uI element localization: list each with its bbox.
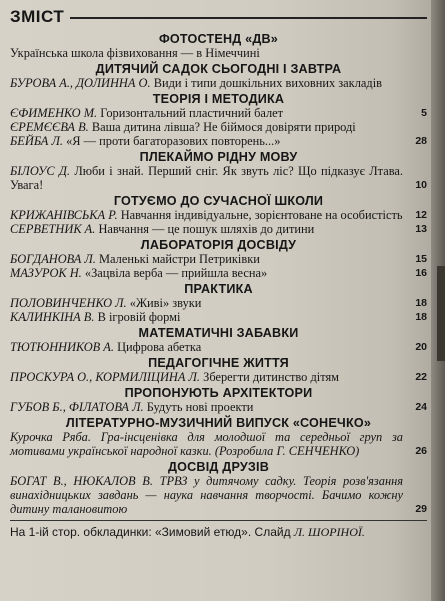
entry-title: Горизонтальний пластичний балет bbox=[100, 106, 284, 120]
section-title: ГОТУЄМО ДО СУЧАСНОЇ ШКОЛИ bbox=[113, 194, 324, 208]
footer-rule bbox=[10, 520, 427, 521]
toc-entry[interactable] bbox=[10, 76, 427, 90]
entry-title: «Я — проти багаторазових повторень...» bbox=[66, 134, 281, 148]
entry-author: ЄРЕМЄЄВА В. bbox=[10, 120, 89, 134]
section-title: МАТЕМАТИЧНІ ЗАБАВКИ bbox=[138, 326, 299, 340]
toc-entry[interactable] bbox=[10, 370, 427, 384]
entry-title: Навчання — це пошук шляхів до дитини bbox=[98, 222, 315, 236]
entry-page-number: 16 bbox=[415, 267, 427, 279]
entry-page-number: 28 bbox=[415, 135, 427, 147]
toc-entry[interactable] bbox=[10, 430, 427, 458]
entry-page-number: 13 bbox=[415, 223, 427, 235]
entry-page-number: 10 bbox=[415, 179, 427, 191]
entry-title: Люби і знай. Перший сніг. Як звуть ліс? Що підказує Лтава. Увага! bbox=[10, 164, 403, 192]
entry-author: МАЗУРОК Н. bbox=[10, 266, 82, 280]
entry-page-number: 20 bbox=[415, 341, 427, 353]
section-title: ПЛЕКАЙМО РІДНУ МОВУ bbox=[139, 150, 298, 164]
entry-author: БОГАТ В., НЮКАЛОВ В. bbox=[10, 474, 153, 488]
section-title: ПРОПОНУЮТЬ АРХІТЕКТОРИ bbox=[124, 386, 313, 400]
toc bbox=[10, 32, 427, 516]
entry-author: ПРОСКУРА О., КОРМИЛІЦИНА Л. bbox=[10, 370, 200, 384]
contents-header bbox=[10, 4, 427, 30]
entry-title: Зберегти дитинство дітям bbox=[203, 370, 340, 384]
entry-author: БІЛОУС Д. bbox=[10, 164, 70, 178]
section-title: ФОТОСТЕНД «ДВ» bbox=[158, 32, 279, 46]
toc-entry[interactable] bbox=[10, 266, 427, 280]
section-title: ПЕДАГОГІЧНЕ ЖИТТЯ bbox=[148, 356, 289, 370]
entry-author: БУРОВА А., ДОЛИННА О. bbox=[10, 76, 151, 90]
entry-title: Види і типи дошкільних виховних закладів bbox=[153, 76, 382, 90]
entry-author: ЄФИМЕНКО М. bbox=[10, 106, 98, 120]
toc-entry[interactable] bbox=[10, 164, 427, 192]
entry-author: ПОЛОВИНЧЕНКО Л. bbox=[10, 296, 127, 310]
entry-author: КРИЖАНІВСЬКА Р. bbox=[10, 208, 118, 222]
entry-author: ГУБОВ Б., ФІЛАТОВА Л. bbox=[10, 400, 144, 414]
section-title: ЛІТЕРАТУРНО-МУЗИЧНИЙ ВИПУСК «СОНЕЧКО» bbox=[65, 416, 372, 430]
entry-page-number: 26 bbox=[415, 445, 427, 457]
entry-page-number: 24 bbox=[415, 401, 427, 413]
entry-title: Українська школа фізвиховання — в Німеччині bbox=[10, 46, 260, 60]
section-title: ДИТЯЧИЙ САДОК СЬОГОДНІ І ЗАВТРА bbox=[95, 62, 342, 76]
toc-entry[interactable] bbox=[10, 400, 427, 414]
entry-author: БЕЙБА Л. bbox=[10, 134, 63, 148]
entry-page-number: 22 bbox=[415, 371, 427, 383]
toc-entry[interactable] bbox=[10, 252, 427, 266]
toc-entry[interactable] bbox=[10, 134, 427, 148]
cover-credit-prefix: На 1-ій стор. обкладинки: bbox=[10, 525, 152, 539]
toc-entry[interactable] bbox=[10, 208, 427, 222]
section-title: ДОСВІД ДРУЗІВ bbox=[167, 460, 270, 474]
entry-author: ТЮТЮННИКОВ А. bbox=[10, 340, 114, 354]
entry-title: Навчання індивідуальне, зорієнтоване на особистість bbox=[120, 208, 403, 222]
entry-title: «Живі» звуки bbox=[129, 296, 202, 310]
toc-entry[interactable] bbox=[10, 46, 427, 60]
entry-page-number: 18 bbox=[415, 297, 427, 309]
toc-entry[interactable] bbox=[10, 474, 427, 516]
cover-credit-slide: Слайд bbox=[254, 525, 291, 539]
page-edge-tab bbox=[437, 266, 445, 361]
cover-credit bbox=[10, 525, 427, 540]
entry-page-number: 12 bbox=[415, 209, 427, 221]
entry-page-number: 15 bbox=[415, 253, 427, 265]
entry-title: ТРВЗ у дитячому садку. Теорія розв'язання винахідницьких завдань — наука навчання творчості. Бачимо кожну дитину талановитою bbox=[10, 474, 403, 516]
toc-entry[interactable] bbox=[10, 222, 427, 236]
cover-credit-title: «Зимовий етюд». bbox=[155, 525, 252, 539]
entry-page-number: 18 bbox=[415, 311, 427, 323]
section-title: ЛАБОРАТОРІЯ ДОСВІДУ bbox=[140, 238, 297, 252]
entry-title: Цифрова абетка bbox=[117, 340, 202, 354]
entry-author: СЕРВЕТНИК А. bbox=[10, 222, 96, 236]
entry-title: Ваша дитина лівша? Не біймося довіряти природі bbox=[91, 120, 356, 134]
section-title: ПРАКТИКА bbox=[184, 282, 253, 296]
entry-author: БОГДАНОВА Л. bbox=[10, 252, 96, 266]
header-rule bbox=[70, 17, 427, 19]
entry-title: «Зацвіла верба — прийшла весна» bbox=[84, 266, 268, 280]
entry-title: Курочка Ряба. Гра-інсценівка для молодшої та середньої груп за мотивами української народної казки. (Розробила Г. СЕНЧЕНКО) bbox=[10, 430, 403, 458]
entry-author: КАЛИНКІНА В. bbox=[10, 310, 95, 324]
toc-entry[interactable] bbox=[10, 340, 427, 354]
toc-entry[interactable] bbox=[10, 310, 427, 324]
cover-credit-author: Л. ШОРІНОЇ. bbox=[293, 525, 365, 539]
toc-entry[interactable] bbox=[10, 120, 427, 134]
section-title: ТЕОРІЯ І МЕТОДИКА bbox=[152, 92, 285, 106]
entry-title: Будуть нові проекти bbox=[146, 400, 254, 414]
entry-title: Маленькі майстри Петриківки bbox=[99, 252, 260, 266]
toc-entry[interactable] bbox=[10, 296, 427, 310]
entry-title: В ігровій формі bbox=[97, 310, 181, 324]
entry-page-number: 29 bbox=[415, 503, 427, 515]
page-title: ЗМІСТ bbox=[10, 7, 65, 26]
toc-entry[interactable] bbox=[10, 106, 427, 120]
entry-page-number: 5 bbox=[421, 107, 427, 119]
